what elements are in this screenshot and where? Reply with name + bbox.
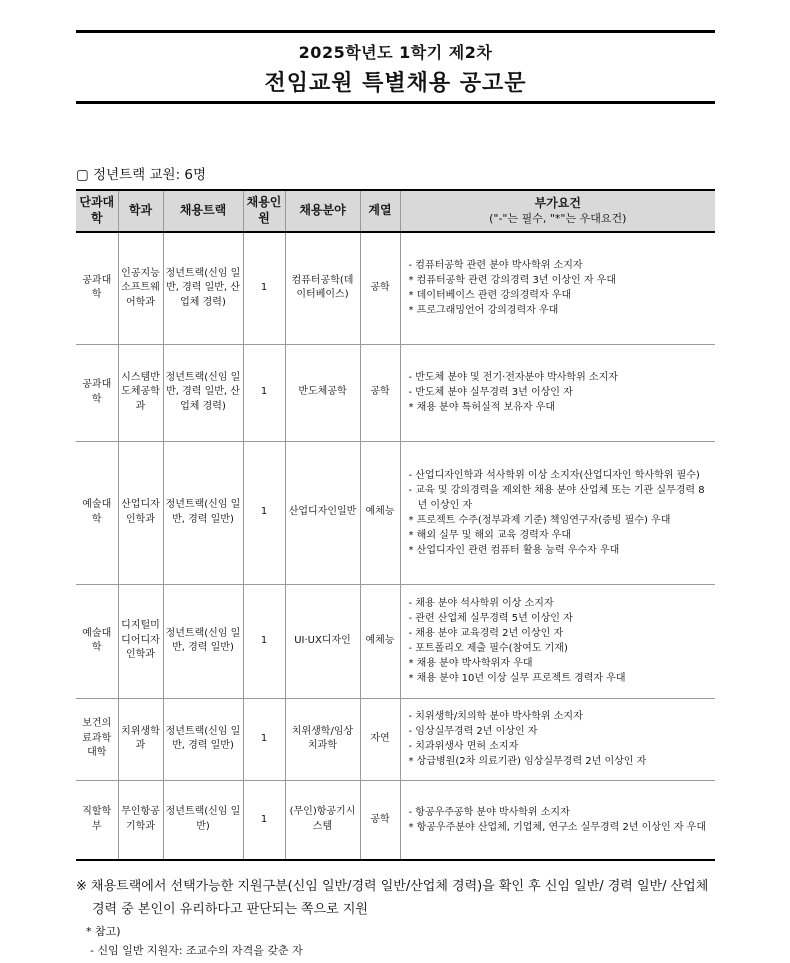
cell-series: 자연 xyxy=(360,698,400,780)
header-series: 계열 xyxy=(360,190,400,232)
cell-track: 정년트랙(신임 일반, 경력 일반, 산업체 경력) xyxy=(163,232,243,344)
cell-dept: 산업디자인학과 xyxy=(118,441,163,584)
cell-field: 반도체공학 xyxy=(285,344,360,441)
cell-track: 정년트랙(신임 일반, 경력 일반) xyxy=(163,698,243,780)
cell-series: 공학 xyxy=(360,232,400,344)
requirement-item: * 해외 실무 및 해외 교육 경력자 우대 xyxy=(408,529,571,541)
requirement-item: * 컴퓨터공학 관련 강의경력 3년 이상인 자 우대 xyxy=(408,275,616,287)
header-dept: 학과 xyxy=(118,190,163,232)
cell-count: 1 xyxy=(243,584,285,698)
table-body xyxy=(76,232,715,860)
cell-track: 정년트랙(신임 일반) xyxy=(163,780,243,860)
header-req-subtitle: ("-"는 필수, "*"는 우대요건) xyxy=(489,211,627,225)
requirement-item: - 채용 분야 교육경력 2년 이상인 자 xyxy=(408,628,564,639)
cell-college: 예술대학 xyxy=(76,441,118,584)
table-row xyxy=(76,780,715,860)
requirement-item: * 상급병원(2차 의료기관) 임상실무경력 2년 이상인 자 xyxy=(408,756,647,767)
cell-requirements xyxy=(400,698,715,780)
table-row xyxy=(76,698,715,780)
table-header-row xyxy=(76,190,715,232)
cell-count: 1 xyxy=(243,232,285,344)
cell-college: 공과대학 xyxy=(76,344,118,441)
table-row xyxy=(76,441,715,584)
cell-college: 공과대학 xyxy=(76,232,118,344)
note-ref-item: - 신임 일반 지원자: 조교수의 자격을 갖춘 자 xyxy=(90,943,303,957)
cell-dept: 인공지능소프트웨어학과 xyxy=(118,232,163,344)
requirement-item: - 교육 및 강의경력을 제외한 채용 분야 산업체 또는 기관 실무경력 8년 이상인 자 xyxy=(408,484,705,511)
cell-field: 산업디자인일반 xyxy=(285,441,360,584)
cell-requirements xyxy=(400,584,715,698)
cell-requirements xyxy=(400,780,715,860)
cell-requirements xyxy=(400,344,715,441)
cell-track: 정년트랙(신임 일반, 경력 일반) xyxy=(163,441,243,584)
requirement-item: - 컴퓨터공학 관련 분야 박사학위 소지자 xyxy=(408,260,583,272)
requirement-item: - 항공우주공학 분야 박사학위 소지자 xyxy=(408,806,570,818)
header-req-title: 부가요건 xyxy=(534,196,581,211)
cell-college: 직할학부 xyxy=(76,780,118,860)
cell-series: 예체능 xyxy=(360,584,400,698)
recruitment-table xyxy=(76,189,715,861)
header-field: 채용분야 xyxy=(285,190,360,232)
table-row xyxy=(76,344,715,441)
requirement-item: * 채용 분야 박사학위자 우대 xyxy=(408,658,533,669)
header-requirements xyxy=(400,190,715,232)
requirement-item: * 프로그래밍언어 강의경력자 우대 xyxy=(408,305,559,317)
header-count: 채용인원 xyxy=(243,190,285,232)
notes xyxy=(76,876,716,960)
cell-requirements xyxy=(400,441,715,584)
cell-dept: 시스템반도체공학과 xyxy=(118,344,163,441)
page-title: 전임교원 특별채용 공고문 xyxy=(264,71,527,96)
cell-dept: 무인항공기학과 xyxy=(118,780,163,860)
section-heading: ▢ 정년트랙 교원: 6명 xyxy=(76,167,207,183)
requirement-item: - 채용 분야 석사학위 이상 소지자 xyxy=(408,598,554,609)
requirement-item: - 산업디자인학과 석사학위 이상 소지자(산업디자인 학사학위 필수) xyxy=(408,469,700,481)
cell-track: 정년트랙(신임 일반, 경력 일반) xyxy=(163,584,243,698)
cell-college: 예술대학 xyxy=(76,584,118,698)
cell-count: 1 xyxy=(243,780,285,860)
cell-field: UI·UX디자인 xyxy=(285,584,360,698)
requirement-item: * 프로젝트 수주(정부과제 기준) 책임연구자(증빙 필수) 우대 xyxy=(408,514,671,526)
cell-dept: 치위생학과 xyxy=(118,698,163,780)
cell-series: 예체능 xyxy=(360,441,400,584)
requirement-item: - 반도체 분야 실무경력 3년 이상인 자 xyxy=(408,387,573,398)
cell-count: 1 xyxy=(243,441,285,584)
requirement-item: - 치위생학/치의학 분야 박사학위 소지자 xyxy=(408,711,583,722)
requirement-item: - 치과위생사 면허 소지자 xyxy=(408,741,519,752)
cell-count: 1 xyxy=(243,344,285,441)
requirement-item: * 채용 분야 10년 이상 실무 프로젝트 경력자 우대 xyxy=(408,673,626,684)
cell-field: (무인)항공기시스템 xyxy=(285,780,360,860)
header-track: 채용트랙 xyxy=(163,190,243,232)
requirement-item: * 항공우주분야 산업체, 기업체, 연구소 실무경력 2년 이상인 자 우대 xyxy=(408,821,706,833)
table-row xyxy=(76,232,715,344)
cell-dept: 디지털미디어디자인학과 xyxy=(118,584,163,698)
cell-series: 공학 xyxy=(360,344,400,441)
table-row xyxy=(76,584,715,698)
cell-track: 정년트랙(신임 일반, 경력 일반, 산업체 경력) xyxy=(163,344,243,441)
title-box xyxy=(76,30,715,104)
requirement-item: * 데이터베이스 관련 강의경력자 우대 xyxy=(408,290,572,302)
header-college: 단과대학 xyxy=(76,190,118,232)
cell-field: 컴퓨터공학(데이터베이스) xyxy=(285,232,360,344)
note-ref-label: * 참고) xyxy=(86,924,121,938)
requirement-item: - 반도체 분야 및 전기·전자분야 박사학위 소지자 xyxy=(408,372,618,383)
cell-college: 보건의료과학대학 xyxy=(76,698,118,780)
requirement-item: - 포트폴리오 제출 필수(참여도 기재) xyxy=(408,643,568,654)
requirement-item: * 채용 분야 특허실적 보유자 우대 xyxy=(408,402,555,413)
cell-series: 공학 xyxy=(360,780,400,860)
cell-count: 1 xyxy=(243,698,285,780)
requirement-item: - 관련 산업체 실무경력 5년 이상인 자 xyxy=(408,613,573,624)
requirement-item: - 임상실무경력 2년 이상인 자 xyxy=(408,726,538,737)
cell-requirements xyxy=(400,232,715,344)
cell-field: 치위생학/임상치과학 xyxy=(285,698,360,780)
title-year-round: 2025학년도 1학기 제2차 xyxy=(298,43,493,62)
requirement-item: * 산업디자인 관련 컴퓨터 활용 능력 우수자 우대 xyxy=(408,544,620,556)
note-main: ※ 채용트랙에서 선택가능한 지원구분(신임 일반/경력 일반/산업체 경력)을 확인 후 신임 일반/ 경력 일반/ 산업체 경력 중 본인이 유리하다고 판단되는 쪽으로 지원 xyxy=(76,879,709,917)
